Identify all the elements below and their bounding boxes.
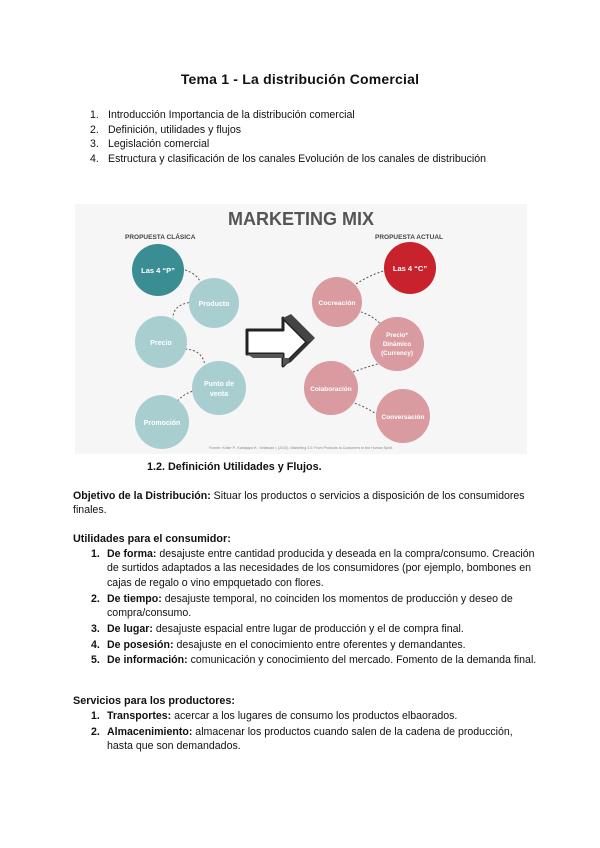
dynamic-price-label-line2: Dinámico (382, 341, 412, 348)
list-number: 4. (91, 638, 100, 651)
list-number: 3. (91, 622, 100, 635)
list-item (91, 622, 541, 636)
classic-main-label: Las 4 “P” (141, 266, 175, 275)
item-label: De tiempo: (107, 592, 162, 605)
consumer-list (91, 547, 541, 669)
toc-text: Estructura y clasificación de los canales Evolución de los canales de distribución (108, 152, 487, 165)
list-number: 5. (91, 654, 100, 667)
list-item (91, 638, 541, 652)
objective-paragraph (73, 489, 543, 518)
figure-title: MARKETING MIX (228, 209, 374, 229)
list-item (91, 653, 541, 667)
item-text: almacenar los productos cuando salen de la cadena de producción, hasta que son demandados. (107, 725, 513, 753)
place-label-line2: venta (209, 391, 229, 398)
item-text: desajuste entre cantidad producida y deseada en la compra/consumo. Creación de surtidos adaptados a las necesidades de los consumidores (por ejemplo, bombones en cajas de regalo o vino empquetado con flores. (107, 548, 535, 589)
consumer-heading: Utilidades para el consumidor: (73, 533, 231, 545)
item-text: desajuste temporal, no coinciden los momentos de producción y deseo de compra/consumo. (107, 592, 513, 620)
item-text: desajuste espacial entre lugar de producción y el de compra final. (152, 622, 464, 635)
toc-item (90, 137, 570, 152)
promotion-label: Promoción (143, 420, 181, 427)
current-header: PROPUESTA ACTUAL (375, 234, 444, 241)
toc-text: Definición, utilidades y flujos (108, 123, 242, 136)
toc-number: 1. (90, 109, 99, 121)
marketing-mix-figure (75, 204, 527, 454)
place-circle (192, 361, 246, 415)
dynamic-price-label-line3: (Currency) (381, 350, 413, 357)
list-item (91, 709, 541, 723)
toc-item (90, 108, 570, 123)
toc-item (90, 123, 570, 138)
marketing-mix-diagram (75, 204, 527, 454)
page-title: Tema 1 - La distribución Comercial (180, 71, 420, 87)
toc-text: Legislación comercial (108, 138, 210, 151)
producers-list (91, 709, 541, 755)
product-label: Producto (198, 301, 230, 308)
item-text: desajuste en el conocimiento entre oferentes y demandantes. (173, 638, 466, 651)
collaboration-label: Colaboración (310, 386, 352, 393)
place-label-line1: Punto de (204, 381, 234, 388)
item-label: De lugar: (107, 622, 153, 635)
item-text: comunicación y conocimiento del mercado. Fomento de la demanda final. (187, 654, 537, 667)
item-label: De información: (107, 654, 188, 667)
classic-header: PROPUESTA CLÁSICA (125, 234, 196, 241)
item-label: Transportes: (107, 710, 172, 722)
conversation-label: Conversación (381, 414, 425, 421)
price-label: Precio (150, 340, 172, 347)
list-number: 2. (91, 725, 100, 738)
list-item (91, 592, 541, 621)
toc-item (90, 152, 570, 167)
toc-number: 4. (90, 152, 99, 165)
list-number: 1. (91, 548, 100, 560)
toc-number: 3. (90, 138, 99, 151)
toc-text: Introducción Importancia de la distribución comercial (108, 109, 355, 121)
list-number: 2. (91, 592, 100, 605)
transition-arrow-icon (247, 314, 315, 366)
item-text: acercar a los lugares de consumo los productos elbaorados. (171, 710, 458, 722)
figure-caption: Fuente: Kotler P., Kartajaya H., Setiawan I. (2010). Marketing 3.0: From Products to Customers to the Human Spirit. (209, 446, 393, 450)
current-main-label: Las 4 “C” (392, 264, 428, 273)
list-number: 1. (91, 710, 100, 722)
objective-text: Situar los productos o servicios a disposición de los consumidores finales. (73, 490, 525, 517)
table-of-contents (90, 108, 570, 166)
item-label: De posesión: (107, 638, 174, 651)
producers-heading: Servicios para los productores: (73, 695, 236, 707)
list-item (91, 547, 541, 590)
section-subheading: 1.2. Definición Utilidades y Flujos. (147, 461, 322, 473)
objective-label: Objetivo de la Distribución: (73, 490, 211, 502)
list-item (91, 725, 541, 754)
item-label: Almacenimiento: (107, 725, 193, 738)
item-label: De forma: (107, 548, 157, 560)
toc-number: 2. (90, 123, 99, 136)
dynamic-price-label-line1: Precio* (386, 332, 408, 339)
cocreation-label: Cocreación (318, 300, 356, 307)
